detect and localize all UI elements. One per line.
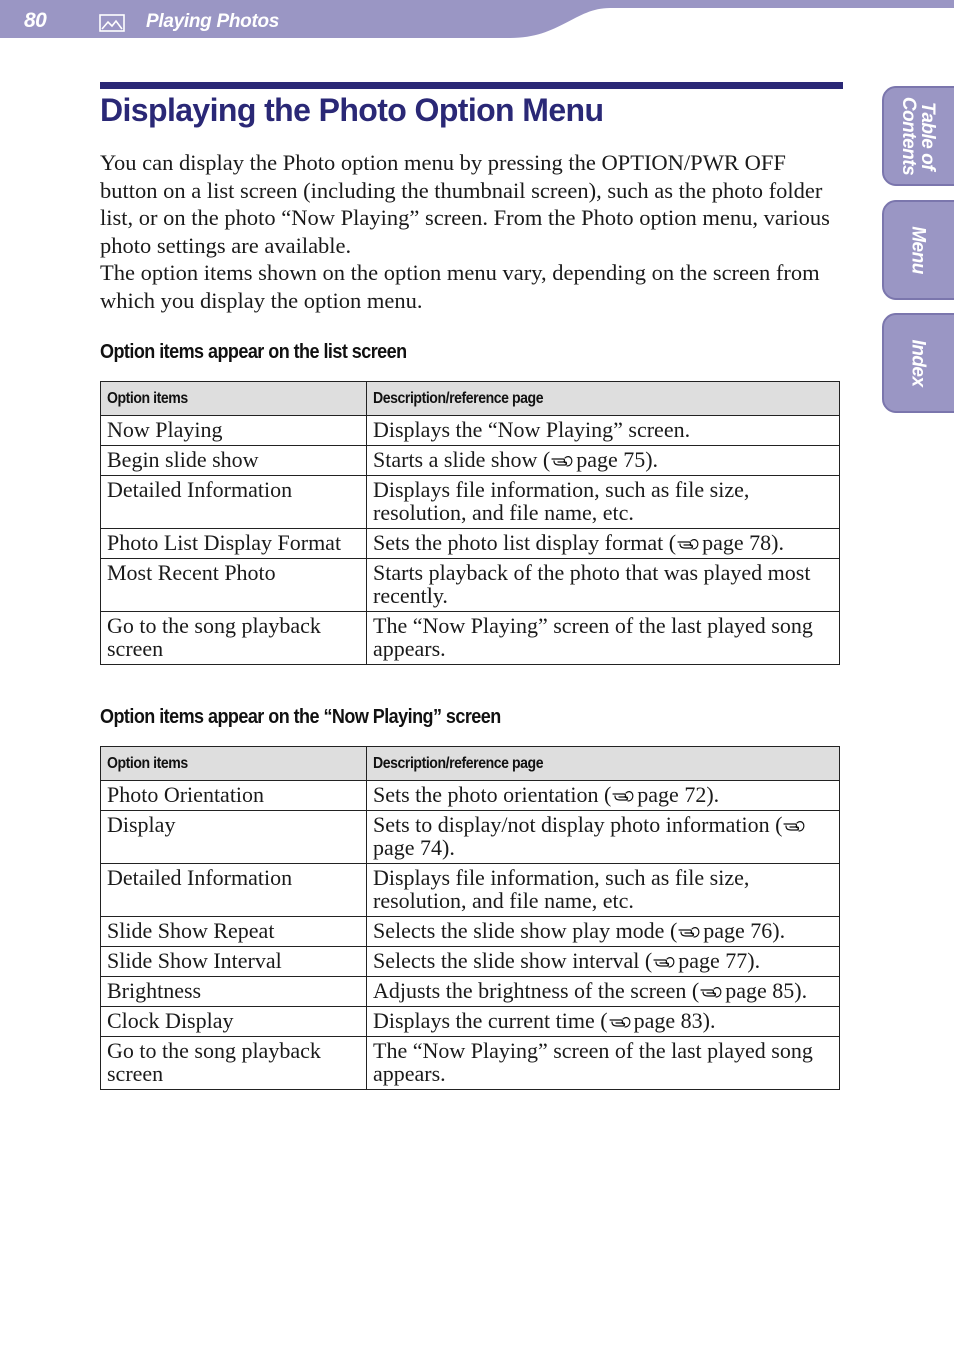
- description-text: Selects the slide show play mode (: [373, 918, 678, 943]
- option-item-label: Go to the song playback screen: [107, 1038, 321, 1086]
- description-cell: [367, 529, 840, 559]
- table-row: [101, 476, 840, 529]
- tab-label: Menu: [907, 226, 929, 274]
- pointing-hand-icon: [551, 454, 573, 468]
- option-item-label: Detailed Information: [107, 865, 293, 890]
- option-item-cell: [101, 864, 367, 917]
- description-text: Starts a slide show (: [373, 447, 551, 472]
- column-header-description: Description/reference page: [367, 747, 840, 781]
- tab-table-of-contents[interactable]: [882, 86, 954, 186]
- column-header-option-items: Option items: [101, 747, 367, 781]
- page-reference[interactable]: page 76).: [703, 918, 786, 943]
- option-item-label: Slide Show Interval: [107, 948, 282, 973]
- table-row: [101, 446, 840, 476]
- pointing-hand-icon: [700, 985, 722, 999]
- description-text: Starts playback of the photo that was played most recently.: [373, 560, 811, 608]
- option-item-label: Detailed Information: [107, 477, 293, 502]
- table-row: [101, 917, 840, 947]
- column-header-option-items: Option items: [101, 382, 367, 416]
- table-row: [101, 977, 840, 1007]
- description-text: Displays the “Now Playing” screen.: [373, 417, 691, 442]
- page-reference[interactable]: page 72).: [637, 782, 720, 807]
- option-item-cell: [101, 476, 367, 529]
- option-item-cell: [101, 947, 367, 977]
- header-band: [0, 0, 954, 42]
- tab-label: Index: [907, 339, 929, 387]
- description-text: Selects the slide show interval (: [373, 948, 653, 973]
- description-cell: [367, 1007, 840, 1037]
- description-cell: [367, 781, 840, 811]
- tab-label: Table of Contents: [898, 96, 938, 176]
- section-heading-list-screen: Option items appear on the list screen: [100, 341, 407, 363]
- intro-paragraph: You can display the Photo option menu by pressing the OPTION/PWR OFF button on a list screen (including the thumbnail screen), such as the photo folder list, or on the photo “Now Playing” screen. From the Photo option menu, various photo settings are available.: [100, 150, 830, 258]
- option-item-cell: [101, 781, 367, 811]
- section-title: Playing Photos: [146, 11, 280, 32]
- page-reference[interactable]: page 83).: [633, 1008, 716, 1033]
- option-item-label: Display: [107, 812, 176, 837]
- description-text: Sets the photo orientation (: [373, 782, 612, 807]
- table-row: [101, 416, 840, 446]
- page-reference[interactable]: page 75).: [576, 447, 659, 472]
- pointing-hand-icon: [609, 1015, 631, 1029]
- table-header-row: [101, 747, 840, 781]
- page-reference[interactable]: page 74).: [373, 835, 455, 860]
- table-row: [101, 1037, 840, 1090]
- photo-icon: [99, 14, 125, 32]
- options-table-now-playing-screen: [100, 746, 840, 1090]
- column-header-description: Description/reference page: [367, 382, 840, 416]
- table-row: [101, 529, 840, 559]
- table-row: [101, 781, 840, 811]
- option-item-label: Most Recent Photo: [107, 560, 276, 585]
- option-item-label: Brightness: [107, 978, 202, 1003]
- description-cell: [367, 864, 840, 917]
- option-item-cell: [101, 1007, 367, 1037]
- option-item-cell: [101, 811, 367, 864]
- option-item-cell: [101, 559, 367, 612]
- option-item-cell: [101, 1037, 367, 1090]
- options-table-list-screen: [100, 381, 840, 665]
- option-item-label: Slide Show Repeat: [107, 918, 275, 943]
- table-row: [101, 811, 840, 864]
- description-text: The “Now Playing” screen of the last played song appears.: [373, 613, 813, 661]
- option-item-cell: [101, 977, 367, 1007]
- page-reference[interactable]: page 77).: [678, 948, 761, 973]
- table-row: [101, 1007, 840, 1037]
- description-cell: [367, 1037, 840, 1090]
- tab-index[interactable]: [882, 313, 954, 413]
- option-item-label: Photo Orientation: [107, 782, 265, 807]
- description-cell: [367, 977, 840, 1007]
- description-cell: [367, 917, 840, 947]
- description-text: Adjusts the brightness of the screen (: [373, 978, 700, 1003]
- description-text: The “Now Playing” screen of the last played song appears.: [373, 1038, 813, 1086]
- option-item-cell: [101, 446, 367, 476]
- page-title: Displaying the Photo Option Menu: [100, 92, 604, 128]
- description-cell: [367, 947, 840, 977]
- pointing-hand-icon: [783, 819, 805, 833]
- table-body: [101, 781, 840, 1090]
- page-number: 80: [24, 9, 47, 32]
- title-rule: [100, 82, 843, 89]
- option-item-label: Clock Display: [107, 1008, 234, 1033]
- description-cell: [367, 476, 840, 529]
- table-row: [101, 559, 840, 612]
- description-cell: [367, 446, 840, 476]
- option-item-cell: [101, 416, 367, 446]
- description-cell: [367, 612, 840, 665]
- page-reference[interactable]: page 78).: [702, 530, 784, 555]
- intro-paragraph: The option items shown on the option menu vary, depending on the screen from which you display the option menu.: [100, 260, 820, 313]
- table-header-row: [101, 382, 840, 416]
- section-heading-now-playing-screen: Option items appear on the “Now Playing” screen: [100, 706, 501, 728]
- table-row: [101, 864, 840, 917]
- description-text: Displays file information, such as file size, resolution, and file name, etc.: [373, 477, 750, 525]
- intro-text: [100, 149, 840, 314]
- pointing-hand-icon: [612, 789, 634, 803]
- pointing-hand-icon: [653, 955, 675, 969]
- table-body: [101, 416, 840, 665]
- tab-menu[interactable]: [882, 200, 954, 300]
- description-cell: [367, 416, 840, 446]
- option-item-label: Photo List Display Format: [107, 530, 342, 555]
- option-item-cell: [101, 917, 367, 947]
- option-item-label: Begin slide show: [107, 447, 259, 472]
- table-row: [101, 612, 840, 665]
- page-header: [0, 0, 954, 42]
- description-cell: [367, 811, 840, 864]
- page-reference[interactable]: page 85).: [725, 978, 808, 1003]
- table-row: [101, 947, 840, 977]
- option-item-cell: [101, 529, 367, 559]
- pointing-hand-icon: [677, 537, 699, 551]
- pointing-hand-icon: [678, 925, 700, 939]
- description-text: Displays the current time (: [373, 1008, 608, 1033]
- option-item-label: Now Playing: [107, 417, 223, 442]
- option-item-cell: [101, 612, 367, 665]
- description-text: Sets the photo list display format (: [373, 530, 677, 555]
- description-text: Displays file information, such as file size, resolution, and file name, etc.: [373, 865, 750, 913]
- option-item-label: Go to the song playback screen: [107, 613, 321, 661]
- description-text: Sets to display/not display photo information (: [373, 812, 783, 837]
- description-cell: [367, 559, 840, 612]
